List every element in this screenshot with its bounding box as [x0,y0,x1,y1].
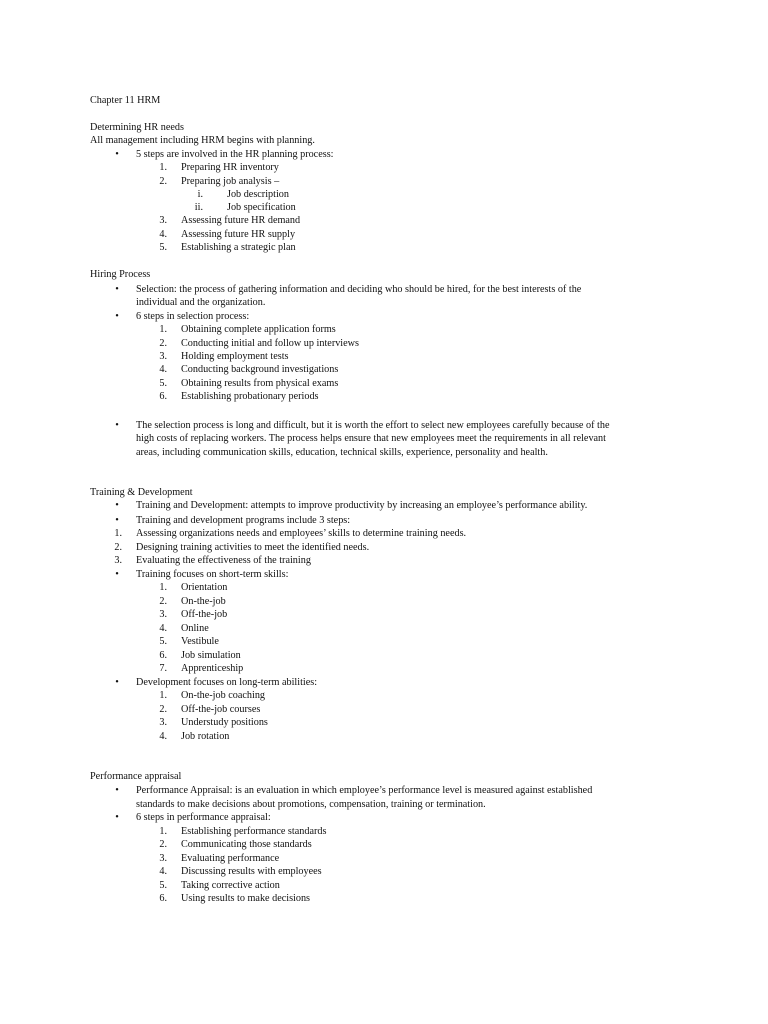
list-number: 6. [159,650,167,661]
list-number: 4. [159,229,167,240]
list-number: 2. [114,542,122,553]
list-number: 1. [159,582,167,593]
appraisal-definition-line1: Performance Appraisal: is an evaluation in which employee’s performance level is measured against established [136,785,593,796]
list-item: Off-the-job [181,609,228,620]
list-item: Off-the-job courses [181,704,261,715]
list-number: 6. [159,391,167,402]
list-number: 1. [159,162,167,173]
bullet-marker: • [115,500,119,511]
bullet-marker: • [115,284,119,295]
hr-planning-bullet: 5 steps are involved in the HR planning process: [136,149,334,160]
list-number: 2. [159,839,167,850]
hr-needs-intro: All management including HRM begins with planning. [90,135,315,146]
bullet-marker: • [115,812,119,823]
list-number: 6. [159,893,167,904]
list-number: 2. [159,596,167,607]
list-number: 1. [114,528,122,539]
section-heading-training: Training & Development [90,487,193,498]
list-item: Assessing organizations needs and employees’ skills to determine training needs. [136,528,467,539]
training-definition: Training and Development: attempts to improve productivity by increasing an employee’s performance ability. [136,500,588,511]
bullet-marker: • [115,677,119,688]
section-heading-hr-needs: Determining HR needs [90,122,184,133]
list-number: 5. [159,242,167,253]
list-item: Job simulation [181,650,241,661]
list-number: 2. [159,704,167,715]
list-item: Obtaining results from physical exams [181,378,339,389]
list-number: 2. [159,338,167,349]
list-item: Evaluating performance [181,853,280,864]
list-item: Using results to make decisions [181,893,311,904]
list-item: Evaluating the effectiveness of the training [136,555,311,566]
list-item: Taking corrective action [181,880,280,891]
list-item: Apprenticeship [181,663,244,674]
development-focus-bullet: Development focuses on long-term abilities: [136,677,318,688]
list-number: 2. [159,176,167,187]
bullet-marker: • [115,569,119,580]
list-number: 3. [159,609,167,620]
bullet-marker: • [115,515,119,526]
list-item: Assessing future HR demand [181,215,301,226]
selection-definition-line1: Selection: the process of gathering information and deciding who should be hired, for the best interests of the [136,284,582,295]
list-number: 5. [159,378,167,389]
list-item: Obtaining complete application forms [181,324,336,335]
selection-definition-line2: individual and the organization. [136,297,266,308]
list-item: On-the-job [181,596,226,607]
bullet-marker: • [115,420,119,431]
selection-summary-line3: areas, including communication skills, education, technical skills, experience, personality and health. [136,447,548,458]
list-number: 3. [159,351,167,362]
list-item: Establishing performance standards [181,826,327,837]
list-number: 3. [159,853,167,864]
list-item: Assessing future HR supply [181,229,296,240]
training-programs-bullet: Training and development programs include 3 steps: [136,515,351,526]
bullet-marker: • [115,311,119,322]
sub-list-item: Job description [227,189,289,200]
list-number: 7. [159,663,167,674]
list-number: 4. [159,364,167,375]
list-number: 1. [159,324,167,335]
section-heading-appraisal: Performance appraisal [90,771,182,782]
bullet-marker: • [115,785,119,796]
list-number: 3. [159,717,167,728]
section-heading-hiring: Hiring Process [90,269,151,280]
selection-summary-line1: The selection process is long and difficult, but it is worth the effort to select new employees carefully because of the [136,420,610,431]
list-item: Job rotation [181,731,230,742]
list-item: On-the-job coaching [181,690,266,701]
list-item: Conducting background investigations [181,364,339,375]
list-number: 5. [159,636,167,647]
selection-summary-line2: high costs of replacing workers. The process helps ensure that new employees meet the requirements in all relevant [136,433,606,444]
list-number: 4. [159,731,167,742]
list-item: Establishing probationary periods [181,391,319,402]
list-item: Online [181,623,209,634]
roman-numeral: i. [197,189,203,200]
list-number: 4. [159,623,167,634]
training-focus-bullet: Training focuses on short-term skills: [136,569,289,580]
list-number: 5. [159,880,167,891]
list-item: Understudy positions [181,717,268,728]
list-number: 1. [159,826,167,837]
appraisal-steps-bullet: 6 steps in performance appraisal: [136,812,271,823]
sub-list-item: Job specification [227,202,296,213]
list-item: Designing training activities to meet the identified needs. [136,542,370,553]
list-item: Establishing a strategic plan [181,242,296,253]
selection-steps-bullet: 6 steps in selection process: [136,311,250,322]
chapter-title: Chapter 11 HRM [90,95,161,106]
bullet-marker: • [115,149,119,160]
list-item: Discussing results with employees [181,866,322,877]
list-number: 4. [159,866,167,877]
list-number: 1. [159,690,167,701]
list-item: Preparing HR inventory [181,162,279,173]
appraisal-definition-line2: standards to make decisions about promotions, compensation, training or termination. [136,799,486,810]
list-item: Vestibule [181,636,219,647]
list-number: 3. [114,555,122,566]
list-item: Orientation [181,582,228,593]
list-item: Conducting initial and follow up interviews [181,338,359,349]
list-item: Communicating those standards [181,839,312,850]
list-item: Holding employment tests [181,351,289,362]
list-number: 3. [159,215,167,226]
list-item: Preparing job analysis – [181,176,280,187]
roman-numeral: ii. [194,202,203,213]
